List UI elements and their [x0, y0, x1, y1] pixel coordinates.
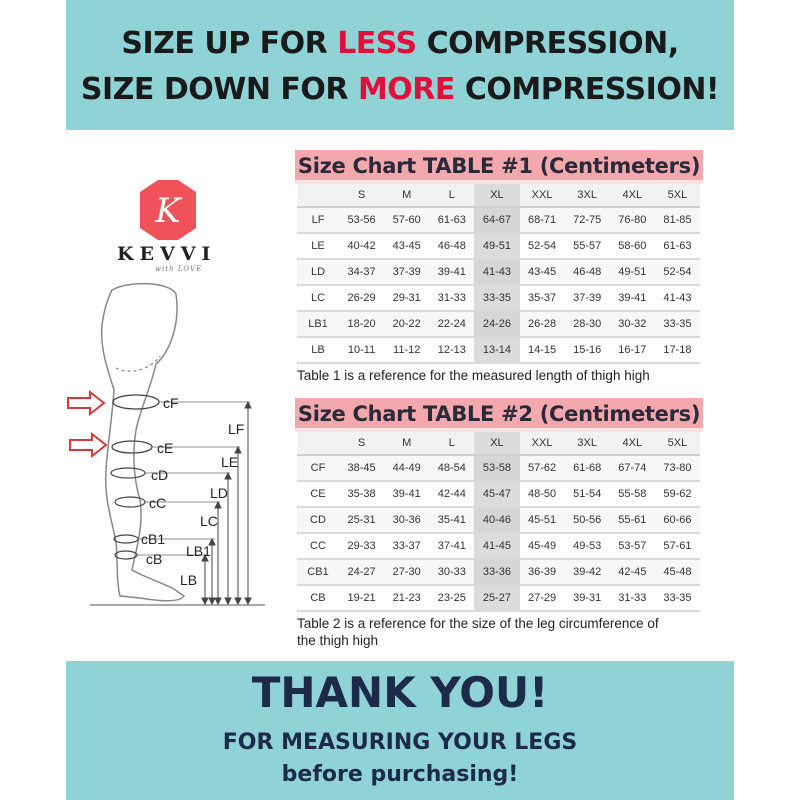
- size-cell: 31-33: [610, 585, 655, 611]
- column-header: [297, 432, 339, 455]
- column-header: L: [429, 432, 474, 455]
- size-cell: 37-41: [429, 533, 474, 559]
- size-cell: 24-26: [474, 311, 519, 337]
- circ-ce: [112, 441, 152, 453]
- size-cell: 57-60: [384, 207, 429, 233]
- table2-grid: [297, 432, 700, 612]
- column-header: 4XL: [610, 184, 655, 207]
- table-row: [297, 507, 700, 533]
- size-cell: 45-47: [474, 481, 519, 507]
- size-cell: 53-56: [339, 207, 384, 233]
- row-label: CB: [297, 585, 339, 611]
- size-cell: 24-27: [339, 559, 384, 585]
- size-cell: 51-54: [565, 481, 610, 507]
- size-cell: 19-21: [339, 585, 384, 611]
- size-cell: 53-58: [474, 455, 519, 481]
- size-cell: 25-27: [474, 585, 519, 611]
- column-header: XL: [474, 184, 519, 207]
- size-cell: 67-74: [610, 455, 655, 481]
- table2-title: Size Chart TABLE #2 (Centimeters): [295, 398, 703, 428]
- size-cell: 39-31: [565, 585, 610, 611]
- size-cell: 39-41: [429, 259, 474, 285]
- thigh-top-line: [116, 356, 160, 371]
- size-cell: 26-29: [339, 285, 384, 311]
- size-cell: 30-36: [384, 507, 429, 533]
- table-row: [297, 455, 700, 481]
- table-row: [297, 559, 700, 585]
- column-header: 4XL: [610, 432, 655, 455]
- size-cell: 31-33: [429, 285, 474, 311]
- footer-line2: before purchasing!: [281, 762, 519, 787]
- size-cell: 29-31: [384, 285, 429, 311]
- size-cell: 49-51: [610, 259, 655, 285]
- label-cc: cC: [149, 495, 167, 511]
- row-label: LB: [297, 337, 339, 363]
- size-cell: 33-35: [655, 585, 700, 611]
- size-cell: 33-37: [384, 533, 429, 559]
- size-cell: 61-68: [565, 455, 610, 481]
- label-lb1: LB1: [186, 543, 211, 559]
- size-cell: 43-45: [520, 259, 565, 285]
- table-row: [297, 481, 700, 507]
- size-cell: 21-23: [384, 585, 429, 611]
- label-lc: LC: [200, 513, 218, 529]
- label-cb1: cB1: [141, 531, 166, 547]
- column-header: 5XL: [655, 432, 700, 455]
- row-label: LB1: [297, 311, 339, 337]
- size-cell: 39-42: [565, 559, 610, 585]
- red-arrow-icons: [68, 392, 106, 456]
- size-cell: 73-80: [655, 455, 700, 481]
- table-row: [297, 207, 700, 233]
- size-cell: 53-57: [610, 533, 655, 559]
- arrow-ce-icon: [70, 434, 106, 456]
- size-cell: 41-43: [655, 285, 700, 311]
- table1-grid: [297, 184, 700, 364]
- row-label: LC: [297, 285, 339, 311]
- size-cell: 41-43: [474, 259, 519, 285]
- table-row: [297, 259, 700, 285]
- column-header: L: [429, 184, 474, 207]
- size-cell: 60-66: [655, 507, 700, 533]
- size-cell: 46-48: [565, 259, 610, 285]
- size-cell: 40-42: [339, 233, 384, 259]
- size-cell: 57-61: [655, 533, 700, 559]
- row-label: CE: [297, 481, 339, 507]
- size-cell: 76-80: [610, 207, 655, 233]
- table2-caption-line1: Table 2 is a reference for the size of the leg circumference of: [297, 616, 659, 631]
- size-cell: 72-75: [565, 207, 610, 233]
- label-cb: cB: [146, 551, 163, 567]
- size-cell: 36-39: [520, 559, 565, 585]
- label-cf: cF: [163, 395, 179, 411]
- size-cell: 45-51: [520, 507, 565, 533]
- column-header: M: [384, 432, 429, 455]
- size-cell: 30-32: [610, 311, 655, 337]
- size-cell: 64-67: [474, 207, 519, 233]
- size-cell: 16-17: [610, 337, 655, 363]
- row-label: CB1: [297, 559, 339, 585]
- size-cell: 57-62: [520, 455, 565, 481]
- size-cell: 45-49: [520, 533, 565, 559]
- size-cell: 23-25: [429, 585, 474, 611]
- brand-tagline: with LOVE: [155, 265, 203, 273]
- column-header: XXL: [520, 184, 565, 207]
- size-cell: 68-71: [520, 207, 565, 233]
- row-label: CD: [297, 507, 339, 533]
- table-header-row: [297, 184, 700, 207]
- row-label: LD: [297, 259, 339, 285]
- size-cell: 27-29: [520, 585, 565, 611]
- size-cell: 49-51: [474, 233, 519, 259]
- size-cell: 33-36: [474, 559, 519, 585]
- size-cell: 42-45: [610, 559, 655, 585]
- size-cell: 37-39: [384, 259, 429, 285]
- table-row: [297, 311, 700, 337]
- column-header: S: [339, 184, 384, 207]
- logo-letter: K: [155, 191, 181, 231]
- size-cell: 48-54: [429, 455, 474, 481]
- label-lb: LB: [180, 572, 198, 588]
- column-header: S: [339, 432, 384, 455]
- size-cell: 35-37: [520, 285, 565, 311]
- size-cell: 46-48: [429, 233, 474, 259]
- table1-title: Size Chart TABLE #1 (Centimeters): [295, 150, 703, 180]
- circ-cd: [111, 468, 145, 478]
- size-cell: 13-14: [474, 337, 519, 363]
- size-cell: 39-41: [610, 285, 655, 311]
- label-ce: cE: [157, 440, 174, 456]
- size-cell: 58-60: [610, 233, 655, 259]
- row-label: CC: [297, 533, 339, 559]
- size-cell: 12-13: [429, 337, 474, 363]
- column-header: 3XL: [565, 432, 610, 455]
- size-cell: 45-48: [655, 559, 700, 585]
- size-cell: 30-33: [429, 559, 474, 585]
- footer-line1: FOR MEASURING YOUR LEGS: [222, 730, 578, 755]
- headline-line2: SIZE DOWN FOR MORE COMPRESSION!: [80, 72, 720, 107]
- column-header: M: [384, 184, 429, 207]
- row-label: CF: [297, 455, 339, 481]
- size-cell: 39-41: [384, 481, 429, 507]
- column-header: [297, 184, 339, 207]
- size-cell: 33-35: [655, 311, 700, 337]
- size-cell: 81-85: [655, 207, 700, 233]
- size-cell: 61-63: [429, 207, 474, 233]
- circ-cb: [115, 551, 137, 559]
- size-cell: 42-44: [429, 481, 474, 507]
- size-cell: 44-49: [384, 455, 429, 481]
- size-cell: 14-15: [520, 337, 565, 363]
- brand-name: KEVVI: [117, 243, 217, 265]
- size-cell: 61-63: [655, 233, 700, 259]
- size-cell: 34-37: [339, 259, 384, 285]
- size-cell: 28-30: [565, 311, 610, 337]
- label-ld: LD: [210, 485, 228, 501]
- size-cell: 59-62: [655, 481, 700, 507]
- size-cell: 33-35: [474, 285, 519, 311]
- row-label: LE: [297, 233, 339, 259]
- table1-caption: Table 1 is a reference for the measured length of thigh high: [297, 368, 650, 383]
- headline-accent-more: MORE: [357, 72, 455, 107]
- size-cell: 35-38: [339, 481, 384, 507]
- size-cell: 55-58: [610, 481, 655, 507]
- column-header: 5XL: [655, 184, 700, 207]
- label-le: LE: [221, 454, 239, 470]
- size-cell: 48-50: [520, 481, 565, 507]
- size-table-2: [295, 398, 703, 612]
- size-cell: 55-61: [610, 507, 655, 533]
- headline-line1: SIZE UP FOR LESS COMPRESSION,: [121, 26, 679, 61]
- size-cell: 15-16: [565, 337, 610, 363]
- size-cell: 25-31: [339, 507, 384, 533]
- size-cell: 10-11: [339, 337, 384, 363]
- column-header: XL: [474, 432, 519, 455]
- column-header: 3XL: [565, 184, 610, 207]
- label-lf: LF: [228, 421, 245, 437]
- circ-cf: [113, 395, 159, 409]
- size-cell: 17-18: [655, 337, 700, 363]
- size-cell: 40-46: [474, 507, 519, 533]
- table-row: [297, 337, 700, 363]
- arrow-cf-icon: [68, 392, 104, 414]
- size-table-1: [295, 150, 703, 364]
- size-cell: 50-56: [565, 507, 610, 533]
- row-label: LF: [297, 207, 339, 233]
- size-cell: 43-45: [384, 233, 429, 259]
- size-cell: 38-45: [339, 455, 384, 481]
- size-cell: 49-53: [565, 533, 610, 559]
- size-cell: 29-33: [339, 533, 384, 559]
- size-cell: 22-24: [429, 311, 474, 337]
- size-cell: 37-39: [565, 285, 610, 311]
- size-cell: 20-22: [384, 311, 429, 337]
- size-cell: 27-30: [384, 559, 429, 585]
- size-cell: 52-54: [520, 233, 565, 259]
- size-cell: 52-54: [655, 259, 700, 285]
- table-row: [297, 533, 700, 559]
- circ-cb1: [114, 535, 138, 543]
- table-header-row: [297, 432, 700, 455]
- table-row: [297, 285, 700, 311]
- brand-logo: [116, 178, 216, 247]
- size-cell: 41-45: [474, 533, 519, 559]
- size-cell: 55-57: [565, 233, 610, 259]
- label-cd: cD: [151, 467, 169, 483]
- table2-caption-line2: the thigh high: [297, 633, 379, 648]
- headline-accent-less: LESS: [337, 26, 417, 61]
- size-cell: 35-41: [429, 507, 474, 533]
- thank-you-heading: THANK YOU!: [251, 668, 549, 717]
- size-cell: 18-20: [339, 311, 384, 337]
- top-banner: [66, 0, 734, 130]
- size-cell: 11-12: [384, 337, 429, 363]
- column-header: XXL: [520, 432, 565, 455]
- table-row: [297, 585, 700, 611]
- size-cell: 26-28: [520, 311, 565, 337]
- table-row: [297, 233, 700, 259]
